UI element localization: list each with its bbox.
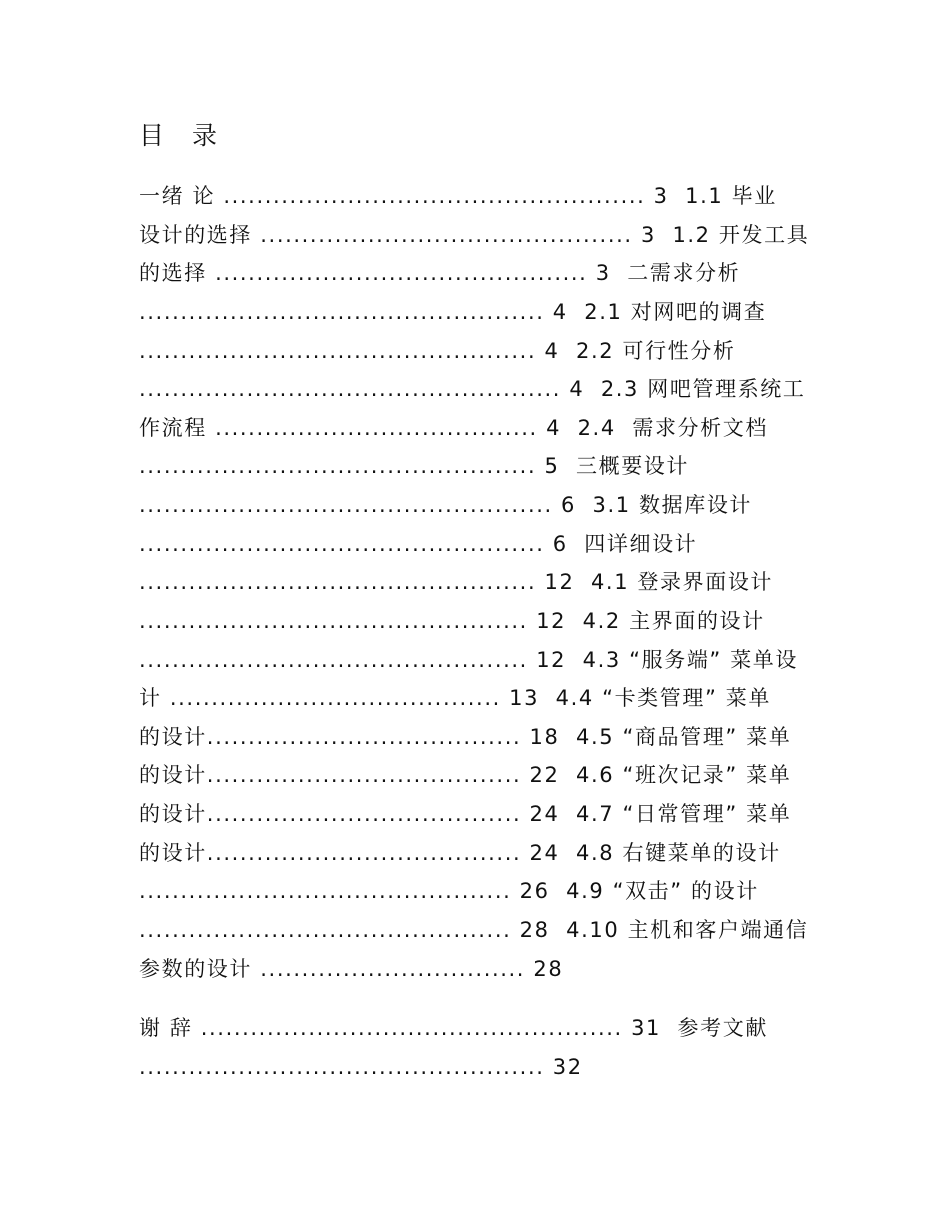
toc-line: 的设计...................................... 18 4.5 “商品管理” 菜单: [139, 725, 792, 749]
toc-line: 计 ........................................ 13 4.4 “卡类管理” 菜单: [139, 686, 771, 710]
toc-line: 的选择 ............................................. 3 二需求分析: [139, 261, 741, 285]
toc-title: 目 录: [139, 121, 227, 150]
toc-line: ................................................ 5 三概要设计: [139, 454, 689, 478]
toc-line: 的设计...................................... 22 4.6 “班次记录” 菜单: [139, 763, 792, 787]
toc-line: ................................................ 12 4.1 登录界面设计: [139, 570, 774, 594]
toc-line: ............................................. 28 4.10 主机和客户端通信: [139, 918, 809, 942]
toc-line: ............................................. 26 4.9 “双击” 的设计: [139, 879, 759, 903]
toc-line: 设计的选择 ............................................. 3 1.2 开发工具: [139, 223, 810, 247]
toc-line: ................................................. 4 2.1 对网吧的调查: [139, 300, 767, 324]
toc-line: 参数的设计 ................................ 28: [139, 957, 564, 981]
toc-line: 一绪 论 ................................................... 3 1.1 毕业: [139, 184, 777, 208]
toc-line: 谢 辞 ................................................... 31 参考文献: [139, 1016, 768, 1040]
toc-line: ................................................. 32: [139, 1055, 583, 1079]
toc-line: 的设计...................................... 24 4.8 右键菜单的设计: [139, 841, 781, 865]
toc-line: 的设计...................................... 24 4.7 “日常管理” 菜单: [139, 802, 792, 826]
toc-line: ................................................... 4 2.3 网吧管理系统工: [139, 377, 806, 401]
toc-line: .................................................. 6 3.1 数据库设计: [139, 493, 753, 517]
toc-line: ................................................. 6 四详细设计: [139, 532, 698, 556]
toc-line: ............................................... 12 4.2 主界面的设计: [139, 609, 765, 633]
toc-line: ............................................... 12 4.3 “服务端” 菜单设: [139, 648, 798, 672]
toc-line: 作流程 ....................................... 4 2.4 需求分析文档: [139, 416, 768, 440]
toc-line: ................................................ 4 2.2 可行性分析: [139, 339, 736, 363]
